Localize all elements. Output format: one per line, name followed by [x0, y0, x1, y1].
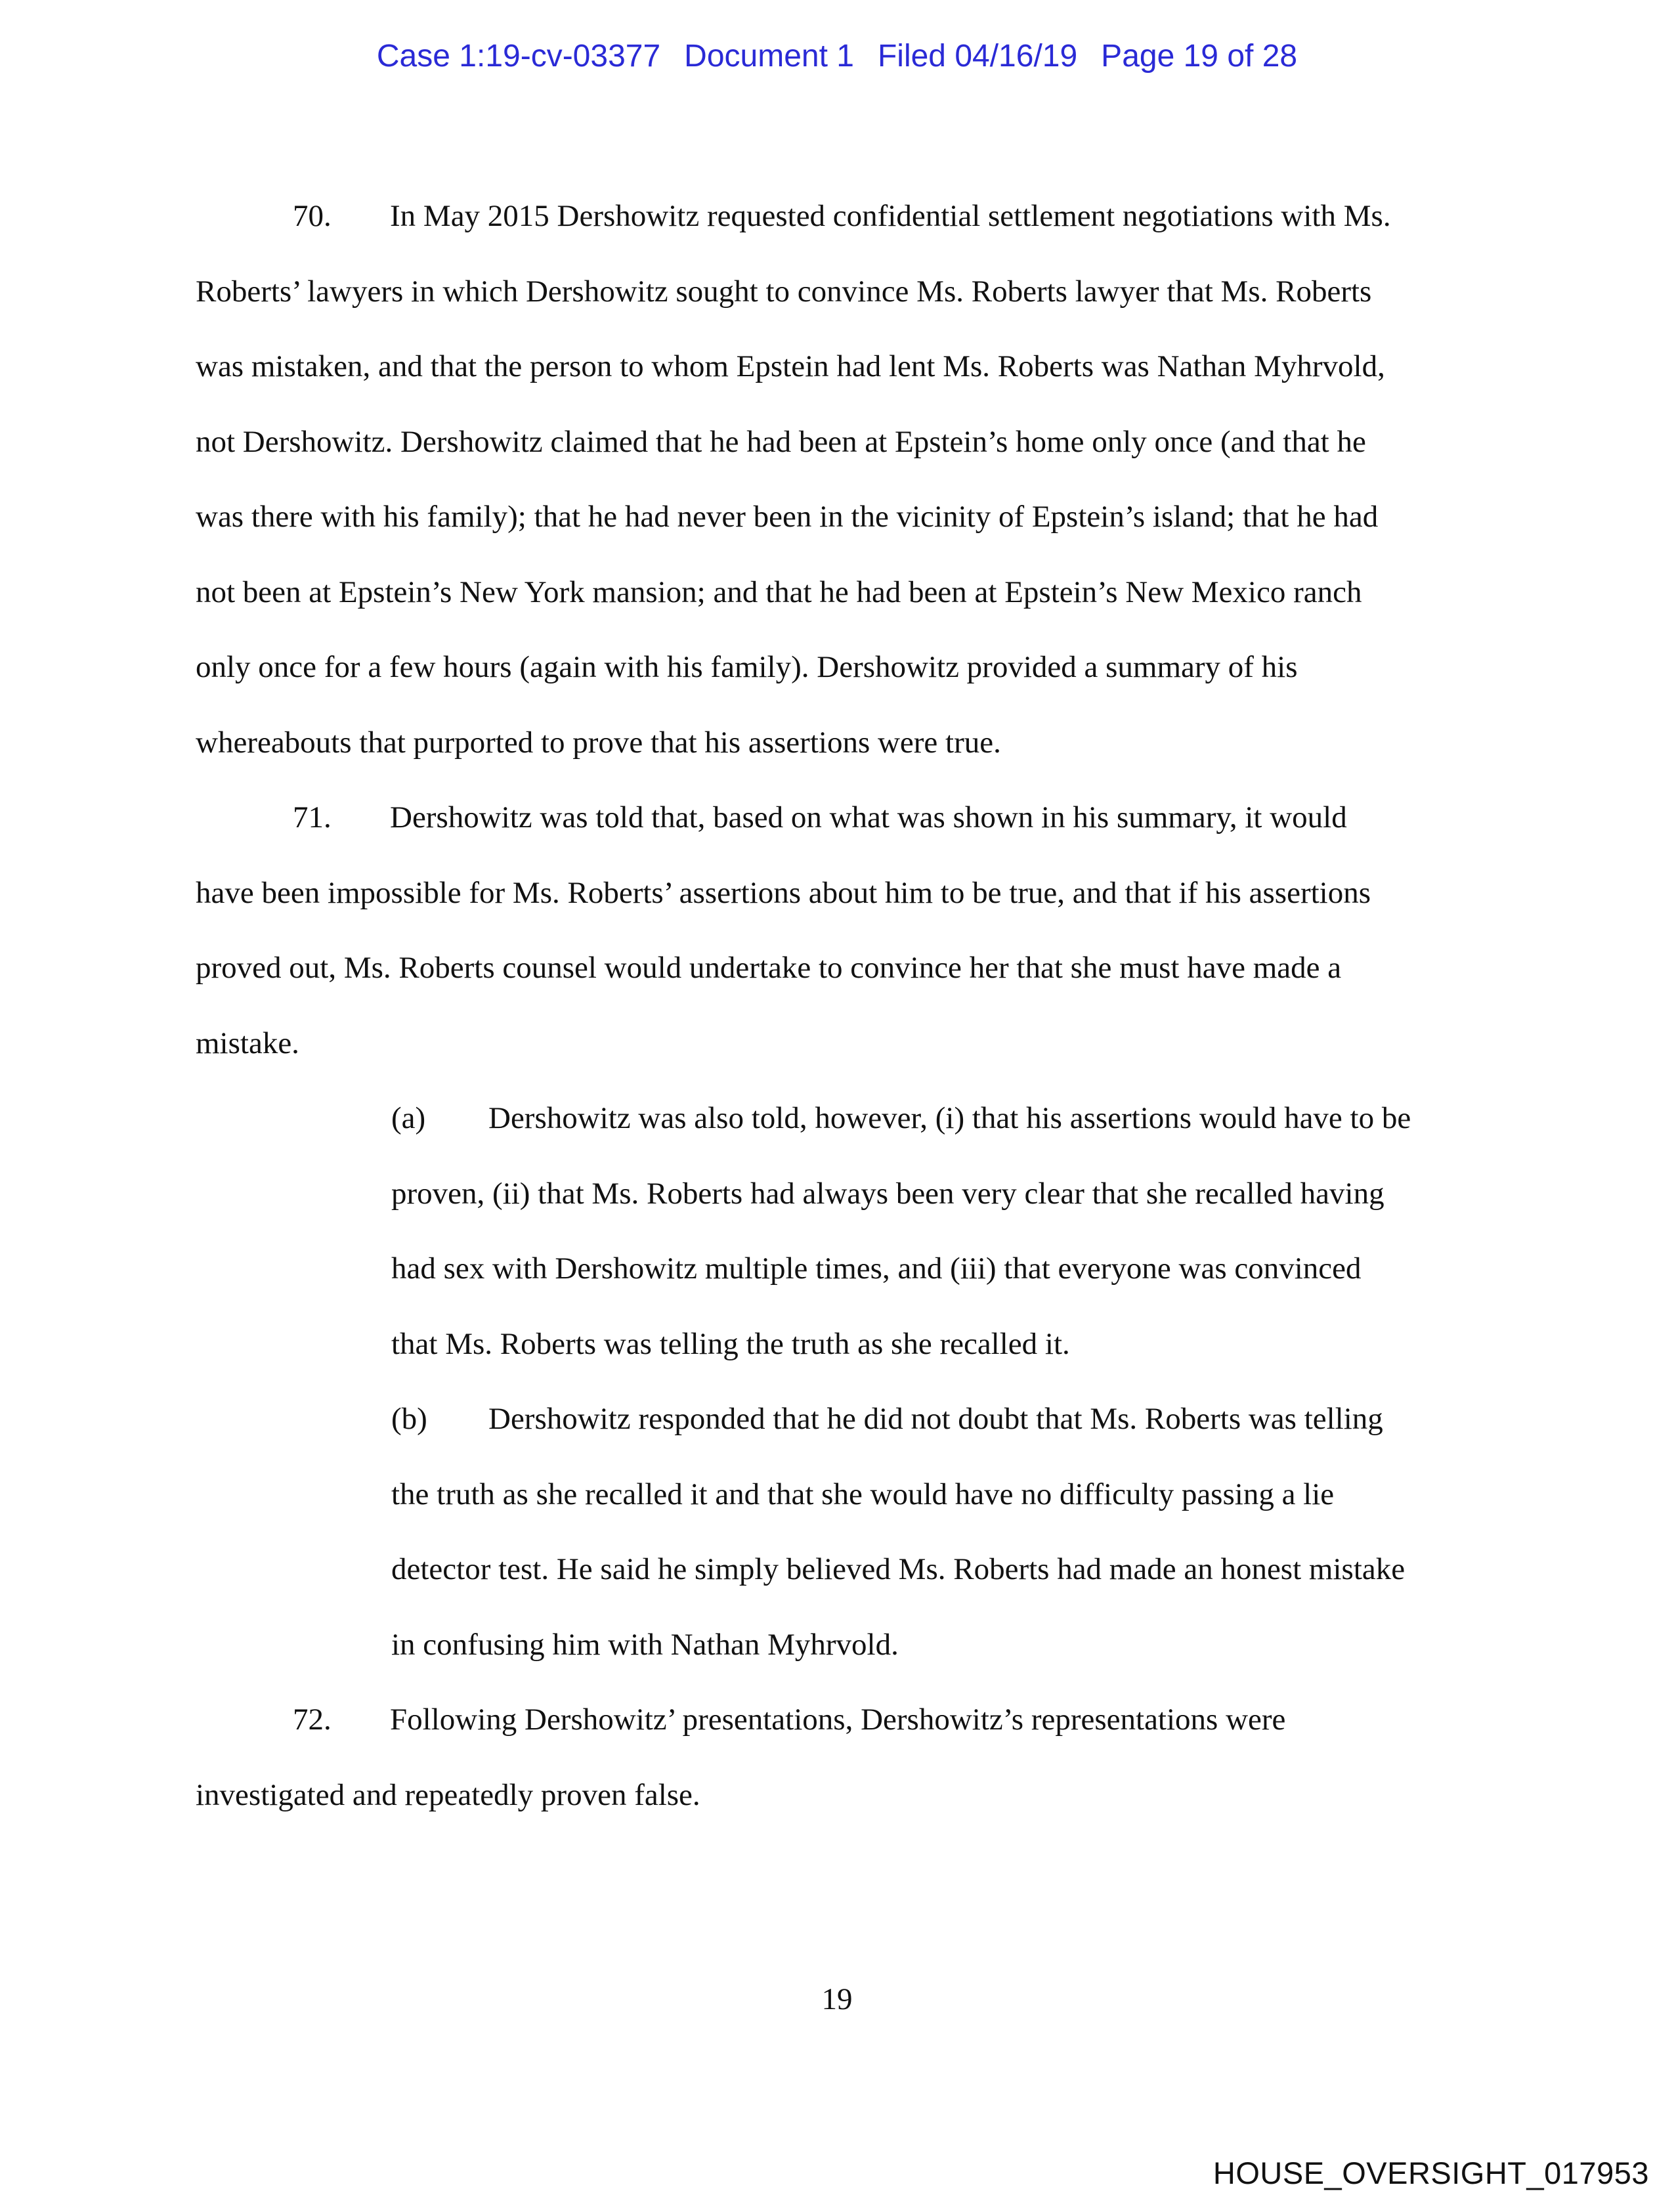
subparagraph-line: had sex with Dershowitz multiple times, and (iii) that everyone was convinced — [391, 1251, 1362, 1286]
paragraph-line: mistake. — [196, 1026, 299, 1060]
paragraph-line: not Dershowitz. Dershowitz claimed that he had been at Epstein’s home only once (and that he — [196, 424, 1366, 459]
paragraph-line: 72. Following Dershowitz’ presentations, Dershowitz’s representations were — [196, 1682, 1482, 1758]
subparagraph-line: proven, (ii) that Ms. Roberts had always been very clear that she recalled having — [391, 1176, 1384, 1211]
paragraph-line: was mistaken, and that the person to whom Epstein had lent Ms. Roberts was Nathan Myhrvold, — [196, 349, 1385, 383]
bates-number: HOUSE_OVERSIGHT_017953 — [1213, 2156, 1649, 2190]
paragraph-number: 70. — [293, 199, 332, 233]
paragraph-line: whereabouts that purported to prove that his assertions were true. — [196, 725, 1001, 760]
paragraph-line: was there with his family); that he had never been in the vicinity of Epstein’s island; that he had — [196, 500, 1379, 534]
subparagraph-line: in confusing him with Nathan Myhrvold. — [391, 1627, 899, 1662]
paragraph-line: investigated and repeatedly proven false. — [196, 1777, 700, 1812]
paragraph-line: 70. In May 2015 Dershowitz requested confidential settlement negotiations with Ms. — [196, 179, 1482, 254]
paragraph-72 — [196, 1682, 1482, 1832]
subparagraph-label: (b) — [391, 1402, 427, 1436]
subparagraph-line: that Ms. Roberts was telling the truth as she recalled it. — [391, 1326, 1070, 1361]
subparagraph-line: (b) Dershowitz responded that he did not doubt that Ms. Roberts was telling — [391, 1381, 1481, 1457]
paragraph-line: proved out, Ms. Roberts counsel would undertake to convince her that she must have made a — [196, 951, 1342, 985]
subparagraph-line: the truth as she recalled it and that she would have no difficulty passing a lie — [391, 1477, 1335, 1511]
paragraph-line: not been at Epstein’s New York mansion; and that he had been at Epstein’s New Mexico ranch — [196, 575, 1362, 609]
page-number: 19 — [821, 1982, 853, 2016]
header-filed-date: Filed 04/16/19 — [877, 39, 1078, 74]
paragraph-line: Roberts’ lawyers in which Dershowitz sought to convince Ms. Roberts lawyer that Ms. Roberts — [196, 274, 1372, 309]
paragraph-line: 71. Dershowitz was told that, based on what was shown in his summary, it would — [196, 780, 1482, 856]
subparagraph-a — [391, 1081, 1481, 1381]
subparagraph-line: detector test. He said he simply believed Ms. Roberts had made an honest mistake — [391, 1552, 1406, 1586]
header-case-number: Case 1:19-cv-03377 — [376, 39, 661, 74]
header-page-count: Page 19 of 28 — [1101, 39, 1298, 74]
paragraph-line: have been impossible for Ms. Roberts’ assertions about him to be true, and that if his assertions — [196, 875, 1371, 910]
subparagraph-label: (a) — [391, 1101, 426, 1135]
paragraph-line: only once for a few hours (again with his family). Dershowitz provided a summary of his — [196, 650, 1298, 684]
subparagraph-line: (a) Dershowitz was also told, however, (i) that his assertions would have to be — [391, 1081, 1481, 1156]
subparagraph-b — [391, 1381, 1481, 1682]
paragraph-71 — [196, 780, 1482, 1081]
ecf-header — [0, 38, 1674, 74]
paragraph-number: 71. — [293, 800, 332, 835]
paragraph-70 — [196, 179, 1482, 780]
header-document-number: Document 1 — [684, 39, 854, 74]
paragraph-number: 72. — [293, 1702, 332, 1737]
